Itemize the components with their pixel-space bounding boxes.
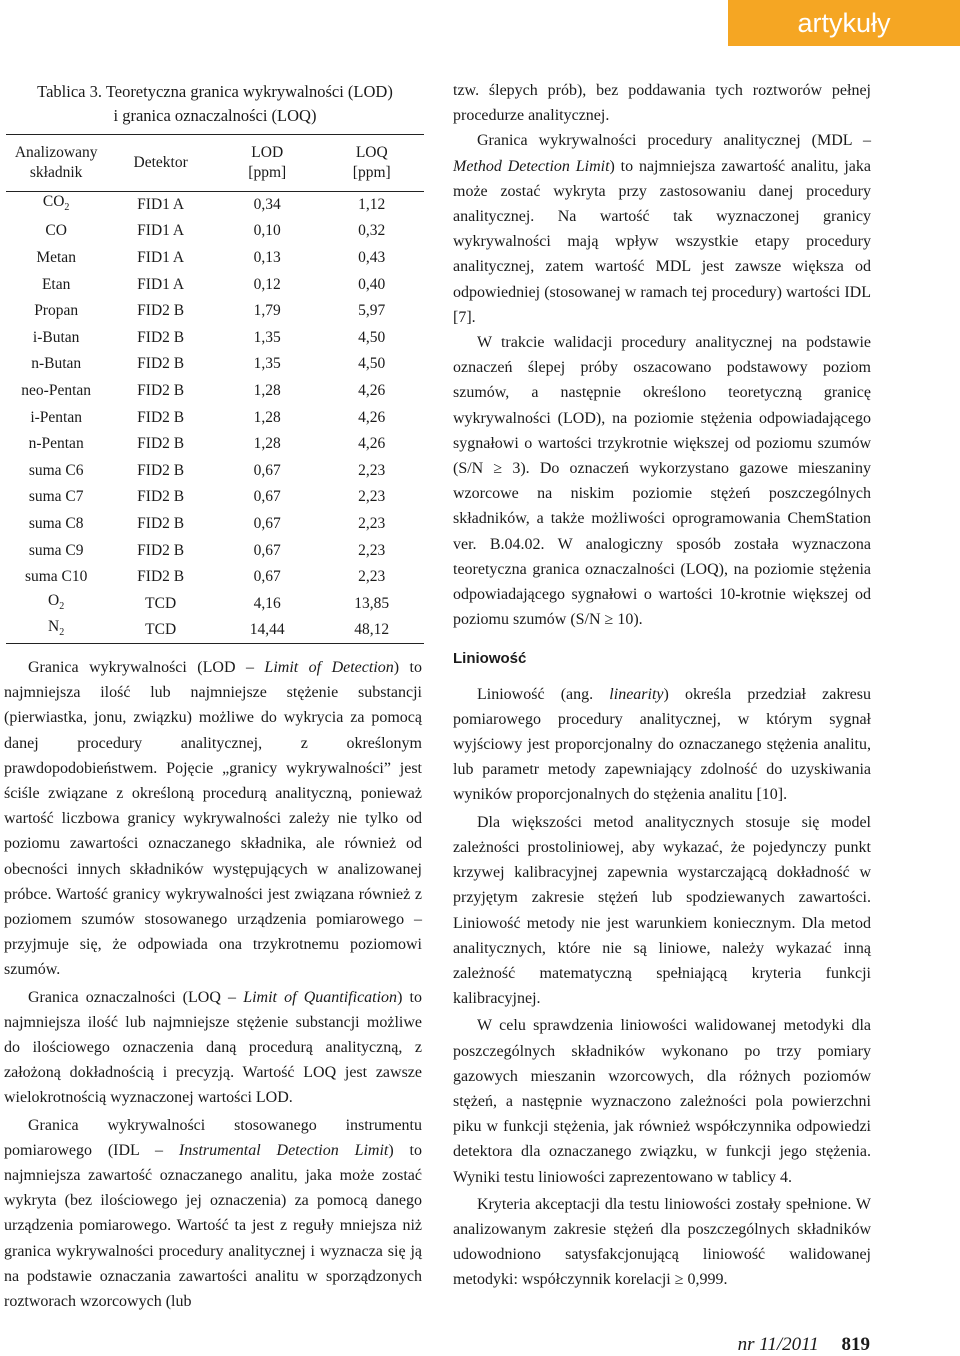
header-loq: LOQ [ppm] <box>352 144 391 181</box>
cell-loq: 4,50 <box>358 355 386 373</box>
cell-loq: 1,12 <box>358 196 386 214</box>
table-row <box>6 564 424 591</box>
paragraph-model: Dla większości metod analitycznych stosuje się model zależności prostoliniowej, aby wykazać, że pojedynczy punkt krzywej kalibracyjnej zapewnia wystarczającą dokładność w przyjętym zakresie stężeń lub spodziewanych zawartości. Liniowość metody nie jest warunkiem koniecznym. Dla metod analitycznych, które nie są liniowe, należy wykazać inną zależność matematyczną spełniającą kryteria funkcji kalibracyjnej. <box>453 813 871 1008</box>
cell-component: suma C7 <box>28 488 84 506</box>
cell-lod: 0,67 <box>253 461 281 479</box>
cell-loq: 13,85 <box>354 594 390 612</box>
caption-line-1: Tablica 3. Teoretyczna granica wykrywalności (LOD) <box>37 82 393 101</box>
paragraph-check: W celu sprawdzenia liniowości walidowanej metodyki dla poszczególnych składników wykonano po trzy pomiary gazowych mieszanin wzorcowych, dla różnych poziomów stężeń, a następnie wyznaczono zależności pola powierzchni piku w funkcji stężenia, jak również współczynnika odpowiedzi detektora dla oznaczanego związku, w funkcji jego stężenia. Wyniki testu liniowości zaprezentowano w tablicy 4. <box>453 1017 871 1186</box>
page-number: 819 <box>841 1334 870 1355</box>
cell-detector: FID2 B <box>137 568 185 586</box>
paragraph-mdl: Granica wykrywalności procedury analitycznej (MDL – Method Detection Limit) to najmniejsza zawartość analitu, jaka może zostać wykryta przy zastosowaniu danej procedury analitycznej. Na wartość tak wyznaczonej granicy wykrywalności mają wpływ wszystkie etapy procedury analitycznej, zatem wartość MDL jest zawsze większa od odpowiedniej (stosowanej w ramach tej procedury) wartości IDL [7]. <box>453 132 871 326</box>
cell-detector: FID2 B <box>137 381 185 399</box>
cell-component: $O_2$ <box>48 591 65 612</box>
cell-detector: FID1 A <box>137 275 185 293</box>
cell-component: neo-Pentan <box>21 381 92 399</box>
cell-loq: 0,43 <box>358 248 386 266</box>
cell-component: Metan <box>36 248 76 266</box>
cell-lod: 1,28 <box>253 408 281 426</box>
cell-detector: FID1 A <box>137 196 185 214</box>
table-row <box>6 457 424 484</box>
cell-detector: FID2 B <box>137 355 185 373</box>
table-row <box>6 404 424 431</box>
table-row <box>6 431 424 458</box>
cell-lod: 0,67 <box>253 488 281 506</box>
cell-component: i-Pentan <box>30 408 82 426</box>
cell-detector: FID1 A <box>137 222 185 240</box>
paragraph-lod: Granica wykrywalności (LOD – Limit of Detection) to najmniejsza ilość lub najmniejsze stężenie substancji (pierwiastka, jonu, związku) możliwe do wykrycia za pomocą danej procedury analitycznej, z określonym prawdopodobieństwem. Pojęcie „granicy wykrywalności” jest ściśle związane z określoną procedurą analityczną, ponieważ wartość liczbowa granicy wykrywalności zależy nie tylko od poziomu zawartości oznaczanego składnika, ale również od obecności innych składników występujących w analizowanej próbce. Wartość granicy wykrywalności jest związana również z poziomem szumów stosowanego urządzenia pomiarowego – przyjmuje się, że odpowiada ona trzykrotnemu poziomowi szumów. <box>4 659 422 979</box>
cell-loq: 2,23 <box>358 568 386 586</box>
cell-component: Etan <box>41 275 71 293</box>
cell-loq: 2,23 <box>358 514 386 532</box>
cell-component: Propan <box>34 302 79 320</box>
table-row <box>6 484 424 511</box>
cell-lod: 14,44 <box>249 621 285 639</box>
issue-number: nr 11/2011 <box>737 1334 819 1355</box>
cell-lod: 0,67 <box>253 541 281 559</box>
lod-loq-table <box>6 134 424 644</box>
cell-lod: 1,35 <box>253 328 281 346</box>
cell-loq: 4,50 <box>358 328 386 346</box>
cell-lod: 0,67 <box>253 514 281 532</box>
cell-component: $CO_2$ <box>42 193 70 214</box>
table-row <box>6 218 424 245</box>
cell-detector: FID2 B <box>137 302 185 320</box>
cell-lod: 0,10 <box>253 222 281 240</box>
cell-lod: 1,28 <box>253 435 281 453</box>
cell-component: n-Pentan <box>28 435 84 453</box>
cell-loq: 0,40 <box>358 275 386 293</box>
table-row <box>6 537 424 564</box>
cell-loq: 2,23 <box>358 541 386 559</box>
section-tag: artykuły <box>728 0 960 46</box>
cell-component: CO <box>45 222 67 240</box>
cell-loq: 4,26 <box>358 435 386 453</box>
cell-loq: 2,23 <box>358 488 386 506</box>
paragraph-idl: Granica wykrywalności stosowanego instrumentu pomiarowego (IDL – Instrumental Detection Limit) to najmniejsza zawartość oznaczanego analitu, jaka może zostać wykryta (bez ilościowego jej oznaczenia) za pomocą danego urządzenia pomiarowego. Wartość ta jest z reguły mniejsza niż granica wykrywalności procedury analitycznej i wyznacza się ją na podstawie oznaczania zawartości analitu w sporządzonych roztworach wzorcowych (lub <box>4 1116 422 1311</box>
cell-loq: 2,23 <box>358 461 386 479</box>
cell-lod: 0,12 <box>253 275 281 293</box>
table-row <box>6 351 424 378</box>
table-row <box>6 511 424 538</box>
cell-loq: 4,26 <box>358 381 386 399</box>
paragraph-validation: W trakcie walidacji procedury analitycznej na podstawie oznaczeń ślepej próby oszacowano podstawowy poziom szumów, a następnie określono teoretyczną granicę wykrywalności (LOD), na poziomie stężenia odpowiadającego sygnałowi o wartości trzykrotnie większej od poziomu szumów (S/N ≥ 3). Do oznaczeń wykorzystano gazowe mieszaniny wzorcowe na niskim poziomie stężeń poszczególnych składników, a także możliwości oprogramowania ChemStation ver. B.04.02. W analogiczny sposób została wyznaczona teoretyczna granica oznaczalności (LOQ), na poziomie stężenia odpowiadającego sygnałowi o wartości 10-krotnie większej od poziomu szumów (S/N ≥ 10). <box>453 334 871 629</box>
cell-detector: FID2 B <box>137 328 185 346</box>
cell-detector: FID2 B <box>137 461 185 479</box>
paragraph-linearity: Liniowość (ang. linearity) określa przedział zakresu pomiarowego procedury analitycznej, w którym sygnał wyjściowy jest proporcjonalny do oznaczanego stężenia analitu, lub parametr metody zapewniający zdolność do uzyskiwania wyników proporcjonalnych do stężenia analitu [10]. <box>453 685 871 804</box>
page-footer <box>738 1334 870 1356</box>
cell-component: suma C10 <box>24 568 88 586</box>
table-row <box>6 298 424 325</box>
cell-lod: 0,13 <box>253 248 281 266</box>
table-header-row <box>6 135 424 192</box>
cell-loq: 4,26 <box>358 408 386 426</box>
right-column <box>453 78 871 1293</box>
cell-loq: 48,12 <box>354 621 390 639</box>
header-component: Analizowany składnik <box>14 144 98 181</box>
table-row <box>6 192 424 219</box>
paragraph-loq: Granica oznaczalności (LOQ – Limit of Quantification) to najmniejsza ilość lub najmniejsze stężenie substancji możliwe do ilościowego oznaczenia daną procedurą analityczną, z założoną dokładnością i precyzją. Wartość LOQ jest zawsze wielokrotnością wyznaczonej wartości LOD. <box>4 988 422 1107</box>
header-detector: Detektor <box>133 154 188 171</box>
cell-detector: FID2 B <box>137 488 185 506</box>
table-row <box>6 324 424 351</box>
table-row <box>6 617 424 644</box>
cell-detector: FID2 B <box>137 514 185 532</box>
paragraph-continued: tzw. ślepych prób), bez poddawania tych roztworów pełnej procedurze analitycznej. <box>453 82 871 125</box>
cell-detector: TCD <box>145 594 177 612</box>
cell-detector: TCD <box>145 621 177 639</box>
table-caption <box>0 80 430 128</box>
table-row <box>6 590 424 617</box>
cell-loq: 0,32 <box>358 222 386 240</box>
table-row <box>6 245 424 272</box>
cell-lod: 1,28 <box>253 381 281 399</box>
cell-component: i-Butan <box>32 328 80 346</box>
cell-lod: 0,67 <box>253 568 281 586</box>
cell-component: n-Butan <box>31 355 82 373</box>
table-row <box>6 271 424 298</box>
cell-component: suma C6 <box>28 461 84 479</box>
cell-component: suma C8 <box>28 514 84 532</box>
section-heading-linearity: Liniowość <box>453 650 527 668</box>
cell-lod: 1,35 <box>253 355 281 373</box>
cell-loq: 5,97 <box>358 302 386 320</box>
header-lod: LOD [ppm] <box>248 144 287 181</box>
cell-lod: 1,79 <box>253 302 281 320</box>
left-column <box>4 655 422 1314</box>
cell-detector: FID2 B <box>137 541 185 559</box>
table-row <box>6 378 424 405</box>
cell-lod: 4,16 <box>253 594 281 612</box>
paragraph-criteria: Kryteria akceptacji dla testu liniowości zostały spełnione. W analizowanym zakresie stężeń dla poszczególnych składników udowodniono satysfakcjonującą liniowość walidowanej metodyki: współczynnik korelacji ≥ 0,999. <box>453 1195 871 1289</box>
cell-detector: FID1 A <box>137 248 185 266</box>
cell-detector: FID2 B <box>137 435 185 453</box>
cell-lod: 0,34 <box>253 196 281 214</box>
cell-detector: FID2 B <box>137 408 185 426</box>
caption-line-2: i granica oznaczalności (LOQ) <box>113 106 317 125</box>
cell-component: $N_2$ <box>48 618 65 639</box>
cell-component: suma C9 <box>28 541 84 559</box>
